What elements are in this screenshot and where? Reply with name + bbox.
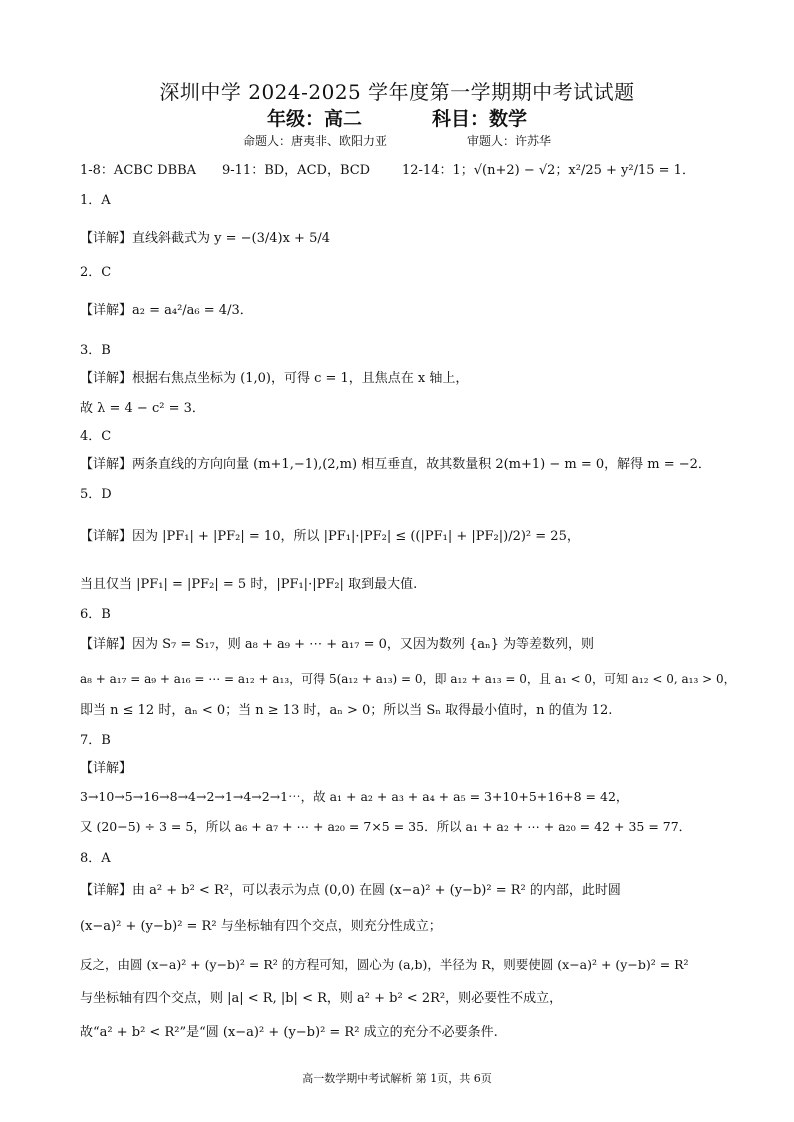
- solution-detail: 【详解】a₂ = a₄²/a₆ = 4/3．: [80, 303, 253, 318]
- solution-number: 3．B: [80, 343, 111, 358]
- author-label: 命题人：唐夷非、欧阳力亚: [242, 134, 387, 148]
- solution-detail: 【详解】因为 |PF₁| + |PF₂| = 10，所以 |PF₁|·|PF₂| ≤ ((|PF₁| + |PF₂|)/2)² = 25，: [80, 529, 580, 544]
- page-title: 深圳中学 2024-2025 学年度第一学期期中考试试题: [159, 80, 635, 104]
- solution-detail: 反之，由圆 (x−a)² + (y−b)² = R² 的方程可知，圆心为 (a,b)，半径为 R，则要使圆 (x−a)² + (y−b)² = R²: [80, 957, 689, 972]
- solution-number: 8．A: [80, 851, 111, 866]
- solution-number: 2．C: [80, 265, 112, 280]
- solution-number: 7．B: [80, 733, 111, 748]
- solution-detail: 【详解】由 a² + b² < R²，可以表示为点 (0,0) 在圆 (x−a)² + (y−b)² = R² 的内部，此时圆: [80, 883, 621, 898]
- solution-detail: 【详解】两条直线的方向向量 (m+1,−1),(2,m) 相互垂直，故其数量积 2(m+1) − m = 0，解得 m = −2．: [80, 457, 711, 472]
- page-footer: 高一数学期中考试解析 第 1页，共 6页: [302, 1072, 492, 1085]
- solution-detail: 又 (20−5) ÷ 3 = 5，所以 a₆ + a₇ + ⋯ + a₂₀ = 7×5 = 35．所以 a₁ + a₂ + ⋯ + a₂₀ = 42 + 35 = 77．: [80, 819, 692, 834]
- answers-1-8: 1-8：ACBC DBBA: [80, 163, 197, 178]
- solution-detail: (x−a)² + (y−b)² = R² 与坐标轴有四个交点，则充分性成立；: [80, 919, 442, 934]
- solution-detail: 【详解】根据右焦点坐标为 (1,0)，可得 c = 1，且焦点在 x 轴上，: [80, 371, 469, 386]
- subject-label: 科目：数学: [432, 108, 528, 130]
- solution-number: 6．B: [80, 607, 111, 622]
- solution-detail: 【详解】直线斜截式为 y = −(3/4)x + 5/4: [80, 231, 331, 246]
- solution-detail: 故 λ = 4 − c² = 3．: [80, 401, 205, 416]
- reviewer-label: 审题人：许苏华: [467, 134, 552, 148]
- solution-number: 5．D: [80, 487, 112, 502]
- answers-12-14: 12-14：1；√(n+2) − √2；x²/25 + y²/15 = 1．: [402, 163, 695, 178]
- authors-line: [0, 132, 794, 149]
- grade-subject-line: [0, 104, 794, 131]
- solution-number: 4．C: [80, 429, 112, 444]
- answers-9-11: 9-11：BD，ACD，BCD: [222, 163, 371, 178]
- solution-detail: 3→10→5→16→8→4→2→1→4→2→1⋯，故 a₁ + a₂ + a₃ + a₄ + a₅ = 3+10+5+16+8 = 42，: [80, 789, 629, 804]
- solution-detail: 与坐标轴有四个交点，则 |a| < R, |b| < R，则 a² + b² < 2R²，则必要性不成立，: [80, 991, 563, 1006]
- solution-detail: 【详解】: [80, 761, 133, 776]
- solution-number: 1．A: [80, 193, 111, 208]
- solution-detail: a₈ + a₁₇ = a₉ + a₁₆ = ⋯ = a₁₂ + a₁₃，可得 5(a₁₂ + a₁₃) = 0，即 a₁₂ + a₁₃ = 0，且 a₁ < 0，可知 a₁₂ < 0, a₁₃ > 0，: [80, 672, 736, 686]
- solution-detail: 故“a² + b² < R²”是“圆 (x−a)² + (y−b)² = R² 成立的充分不必要条件.: [80, 1025, 498, 1040]
- solution-detail: 当且仅当 |PF₁| = |PF₂| = 5 时，|PF₁|·|PF₂| 取到最大值.: [80, 577, 418, 592]
- solution-detail: 即当 n ≤ 12 时，aₙ < 0；当 n ≥ 13 时，aₙ > 0；所以当 Sₙ 取得最小值时，n 的值为 12.: [80, 703, 613, 718]
- grade-label: 年级：高二: [266, 108, 362, 130]
- solution-detail: 【详解】因为 S₇ = S₁₇，则 a₈ + a₉ + ⋯ + a₁₇ = 0，又因为数列 {aₙ} 为等差数列，则: [80, 637, 595, 652]
